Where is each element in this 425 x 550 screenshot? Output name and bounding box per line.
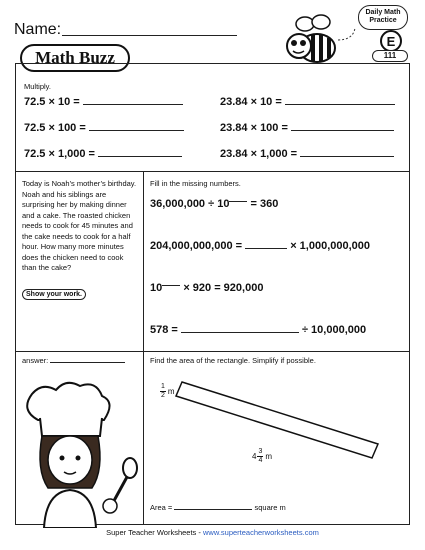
problem-text: 72.5 × 1,000 = xyxy=(24,148,95,160)
chef-hat-band xyxy=(40,418,102,436)
area-unit: square m xyxy=(254,503,286,512)
missing-instruction: Fill in the missing numbers. xyxy=(150,179,241,188)
badge-line-2: Practice xyxy=(369,17,397,24)
exponent-blank[interactable] xyxy=(229,201,247,202)
hand-icon xyxy=(103,499,117,513)
bee-wing-left xyxy=(296,17,314,31)
answer-label-wrap xyxy=(22,356,125,367)
bee-eye-left xyxy=(291,40,297,46)
footer-site: Super Teacher Worksheets - xyxy=(106,528,203,537)
chef-coat-icon xyxy=(44,490,96,528)
day-number: 111 xyxy=(372,50,408,62)
chef-girl-illustration xyxy=(10,380,140,528)
bee-eye-right xyxy=(300,40,306,46)
bee-wing-right xyxy=(312,15,330,29)
answer-blank[interactable] xyxy=(89,130,184,131)
problem-text: × 920 = 920,000 xyxy=(183,282,264,294)
missing-problem-1 xyxy=(150,198,278,210)
length-unit: m xyxy=(265,452,273,461)
answer-blank[interactable] xyxy=(300,156,394,157)
show-work-label: Show your work. xyxy=(22,289,86,300)
multiply-instruction: Multiply. xyxy=(24,82,51,91)
divider-top xyxy=(16,171,409,172)
missing-problem-2 xyxy=(150,240,370,252)
answer-blank[interactable] xyxy=(285,104,395,105)
level-badge: E xyxy=(380,30,402,52)
problem-text: 578 = xyxy=(150,324,178,336)
area-answer xyxy=(150,503,286,514)
multiply-problem-1 xyxy=(24,96,183,108)
answer-blank[interactable] xyxy=(50,362,125,363)
problem-text: 204,000,000,000 = xyxy=(150,240,243,252)
bee-head xyxy=(287,34,311,58)
length-whole: 4 xyxy=(252,452,257,461)
width-denominator: 2 xyxy=(161,392,165,399)
missing-problem-3 xyxy=(150,282,263,294)
length-numerator: 3 xyxy=(258,448,263,455)
length-fraction xyxy=(257,448,263,465)
answer-blank[interactable] xyxy=(245,248,287,249)
page-title: Math Buzz xyxy=(20,44,130,72)
problem-text: × 1,000,000,000 xyxy=(290,240,371,252)
bee-icon xyxy=(283,10,363,70)
problem-text: 36,000,000 ÷ 10 xyxy=(150,198,230,210)
multiply-problem-4 xyxy=(220,96,395,108)
chef-hat-icon xyxy=(27,383,109,420)
problem-text: 10 xyxy=(150,282,163,294)
problem-text: = 360 xyxy=(250,198,279,210)
length-label xyxy=(252,448,272,465)
answer-label: answer: xyxy=(22,356,49,365)
problem-text: 23.84 × 1,000 = xyxy=(220,148,298,160)
face-icon xyxy=(48,436,92,484)
problem-text: 23.84 × 10 = xyxy=(220,96,282,108)
answer-blank[interactable] xyxy=(291,130,394,131)
eye-left-icon xyxy=(60,456,65,461)
rectangle-diagram xyxy=(167,380,390,460)
word-problem-text: Today is Noah’s mother’s birthday. Noah and his siblings are surprising her by making dinner and a cake. The roasted chicken needs to cook for 45 minutes and the cake needs to cook for a half hour. How many more minutes does the chicken need to cook than the cake? xyxy=(22,179,137,272)
problem-text: 72.5 × 10 = xyxy=(24,96,80,108)
divider-bottom xyxy=(16,351,409,352)
problem-text: 72.5 × 100 = xyxy=(24,122,86,134)
width-unit: m xyxy=(167,387,175,396)
problem-text: 23.84 × 100 = xyxy=(220,122,288,134)
area-label: Area = xyxy=(150,503,173,512)
multiply-problem-6 xyxy=(220,148,394,160)
length-denominator: 4 xyxy=(258,457,263,464)
answer-blank[interactable] xyxy=(98,156,182,157)
spoon-icon xyxy=(123,458,137,478)
flight-path xyxy=(338,28,355,40)
divider-vertical xyxy=(143,171,144,524)
rectangle-instruction: Find the area of the rectangle. Simplify if possible. xyxy=(150,356,316,365)
width-numerator: 1 xyxy=(161,383,165,390)
rectangle-shape xyxy=(176,382,378,458)
daily-math-badge xyxy=(358,5,408,30)
width-fraction xyxy=(160,383,166,400)
multiply-problem-2 xyxy=(24,122,184,134)
footer xyxy=(0,528,425,537)
problem-text: ÷ 10,000,000 xyxy=(301,324,367,336)
multiply-problem-3 xyxy=(24,148,182,160)
name-label: Name: xyxy=(14,21,62,38)
footer-url[interactable]: www.superteacherworksheets.com xyxy=(202,528,319,537)
area-blank[interactable] xyxy=(174,509,252,510)
answer-blank[interactable] xyxy=(181,332,299,333)
eye-right-icon xyxy=(76,456,81,461)
multiply-problem-5 xyxy=(220,122,394,134)
badge-line-1: Daily Math xyxy=(365,9,401,16)
missing-problem-4 xyxy=(150,324,366,336)
answer-blank[interactable] xyxy=(83,104,183,105)
exponent-blank[interactable] xyxy=(162,285,180,286)
name-field[interactable] xyxy=(62,35,237,36)
